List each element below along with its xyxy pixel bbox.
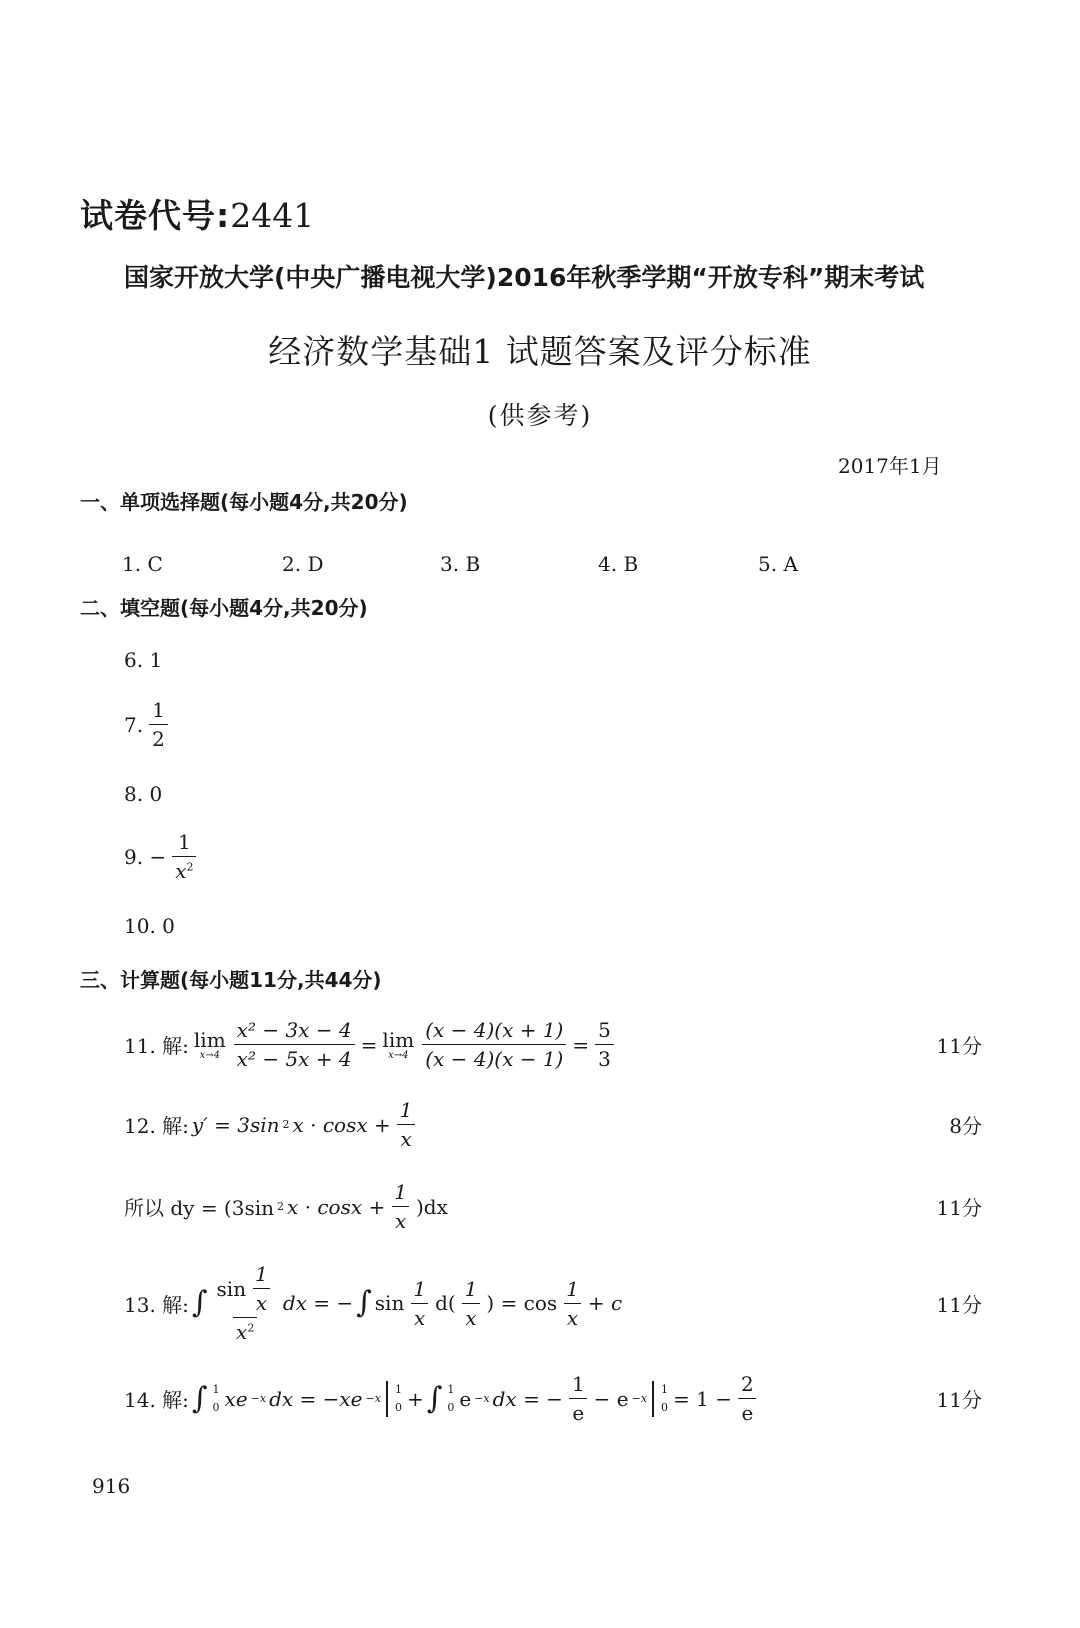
exponent: −x — [365, 1392, 381, 1405]
answer-12b-exponent: 2 — [277, 1200, 284, 1213]
answer-12 — [124, 1098, 982, 1151]
integral-sign: ∫ — [356, 1285, 372, 1320]
answer-13-integrand — [214, 1262, 277, 1344]
integral-sign: ∫ — [191, 1380, 208, 1416]
answer-13-fraction-1 — [410, 1277, 429, 1330]
fraction-denominator: e — [738, 1398, 756, 1425]
answer-9-label: 9. − — [124, 844, 167, 869]
integral-sign: ∫ — [191, 1285, 208, 1320]
integrand-denominator: x — [236, 1320, 248, 1344]
limit-subscript: x→4 — [199, 1050, 220, 1061]
exponent: −x — [631, 1392, 648, 1405]
answer-14-label: 14. 解: — [124, 1388, 189, 1412]
answer-2: 2. D — [282, 552, 324, 576]
fraction-numerator: 1 — [464, 1276, 478, 1301]
lower-limit: 0 — [212, 1400, 220, 1414]
fraction-denominator: x — [392, 1206, 409, 1233]
upper-limit: 1 — [447, 1382, 455, 1396]
answer-14-term-3: e — [459, 1386, 472, 1411]
answer-13 — [124, 1262, 982, 1344]
integrand-exponent: 2 — [247, 1321, 255, 1335]
fraction-denominator: x — [564, 1303, 581, 1330]
fraction-denominator: x — [462, 1303, 479, 1330]
answer-14-fraction-2 — [738, 1372, 757, 1425]
answer-11-fraction-2 — [422, 1018, 566, 1071]
answer-13-fraction-2 — [462, 1277, 481, 1330]
answer-12b-text-3: )dx — [416, 1194, 448, 1219]
answer-12-differential — [124, 1180, 982, 1233]
answer-11 — [124, 1018, 982, 1071]
answer-12-fraction — [397, 1098, 416, 1151]
integral-limits — [447, 1381, 454, 1416]
answer-8 — [124, 782, 982, 806]
fraction-denominator: 3 — [595, 1044, 614, 1071]
answer-12b-text-1: 所以 dy = (3sin — [124, 1196, 274, 1220]
answer-9-denominator: x — [175, 859, 187, 883]
answer-11-result — [595, 1018, 614, 1071]
answer-6-text: 6. 1 — [124, 648, 163, 672]
answer-6 — [124, 648, 982, 672]
fraction-numerator: x² − 3x − 4 — [236, 1018, 352, 1042]
integral-sign: ∫ — [426, 1380, 443, 1416]
equals-sign: = — [572, 1032, 590, 1057]
answer-9-numerator: 1 — [177, 830, 191, 854]
fraction-denominator: e — [569, 1398, 587, 1425]
answer-12b-text-2: x · cosx + — [287, 1194, 386, 1219]
fraction-numerator: 1 — [571, 1372, 585, 1396]
answer-7-numerator: 1 — [152, 698, 165, 722]
section-calculation: 三、计算题(每小题11分,共44分) — [80, 968, 382, 992]
section-single-choice: 一、单项选择题(每小题4分,共20分) — [80, 490, 408, 514]
answer-12-lhs: y′ = 3sin — [191, 1112, 280, 1137]
answer-4: 4. B — [598, 552, 639, 576]
answer-3: 3. B — [440, 552, 481, 576]
answer-5: 5. A — [758, 552, 798, 576]
limit-operator — [194, 1028, 226, 1061]
answer-13-label: 13. 解: — [124, 1292, 189, 1317]
exponent: −x — [474, 1392, 490, 1405]
equals-sign: = — [360, 1032, 378, 1057]
limit-text: lim — [193, 1028, 226, 1052]
paper-code-number: 2441 — [230, 196, 315, 235]
answer-11-fraction-1 — [234, 1018, 355, 1071]
limit-subscript: x→4 — [388, 1050, 409, 1061]
fraction-numerator: 2 — [741, 1372, 754, 1396]
document-title: 经济数学基础1 试题答案及评分标准 — [268, 332, 812, 371]
answer-13-dx: dx = − — [282, 1291, 354, 1315]
answer-11-score: 11分 — [936, 1034, 982, 1058]
plus-sign: + — [406, 1386, 424, 1411]
evaluation-bar — [386, 1381, 388, 1417]
upper-limit: 1 — [212, 1382, 220, 1396]
reference-note: (供参考) — [487, 401, 593, 430]
differential-d: d( — [435, 1291, 456, 1315]
evaluation-limits — [661, 1381, 668, 1416]
answer-13-score: 11分 — [936, 1292, 982, 1317]
fraction-numerator: 1 — [413, 1276, 427, 1301]
answer-12-exponent: 2 — [282, 1118, 290, 1131]
answer-14-term-1: xe — [224, 1386, 248, 1411]
answer-10-text: 10. 0 — [124, 914, 175, 938]
fraction-denominator: x — [397, 1124, 414, 1151]
fraction-numerator: 1 — [566, 1276, 579, 1301]
answer-12b-score: 11分 — [936, 1196, 982, 1220]
limit-text: lim — [382, 1028, 415, 1052]
sin-text: sin — [216, 1276, 247, 1301]
fraction-denominator: x² − 5x + 4 — [234, 1044, 355, 1071]
answer-12-label: 12. 解: — [124, 1114, 189, 1138]
answer-12b-fraction — [391, 1180, 410, 1233]
fraction-numerator: 1 — [394, 1180, 407, 1204]
answer-13-middle: ) = cos — [486, 1291, 558, 1315]
answer-7 — [124, 698, 982, 751]
fraction-numerator: 1 — [255, 1262, 268, 1286]
section-fill-blank: 二、填空题(每小题4分,共20分) — [80, 596, 368, 620]
upper-limit: 1 — [394, 1382, 402, 1396]
answer-13-fraction-3 — [563, 1277, 582, 1330]
answer-10 — [124, 914, 982, 938]
answer-9 — [124, 830, 982, 883]
answer-7-label: 7. — [124, 712, 144, 737]
integral-limits — [213, 1381, 220, 1416]
answer-9-exponent: 2 — [186, 860, 194, 874]
evaluation-bar — [652, 1381, 654, 1417]
paper-code-label: 试卷代号: — [80, 196, 231, 235]
answer-11-label: 11. 解: — [124, 1034, 189, 1058]
answer-12-score: 8分 — [949, 1114, 982, 1138]
answer-7-denominator: 2 — [149, 724, 168, 751]
answer-7-fraction — [149, 698, 168, 751]
answer-1: 1. C — [122, 552, 163, 576]
answer-9-fraction — [172, 830, 196, 883]
fraction-numerator: 5 — [598, 1018, 611, 1042]
answer-14-term-5: − e — [593, 1386, 629, 1411]
answer-14-fraction-1 — [569, 1372, 588, 1425]
lower-limit: 0 — [447, 1400, 455, 1414]
paper-code — [80, 190, 314, 237]
fraction-denominator: x — [253, 1288, 270, 1315]
lower-limit: 0 — [394, 1400, 402, 1414]
answer-12-middle: x · cosx + — [292, 1112, 391, 1137]
exam-title: 国家开放大学(中央广播电视大学)2016年秋季学期“开放专科”期末考试 — [124, 263, 925, 292]
upper-limit: 1 — [661, 1382, 669, 1396]
document-date: 2017年1月 — [838, 454, 942, 478]
fraction-numerator: 1 — [399, 1098, 413, 1122]
page-number: 916 — [92, 1474, 131, 1498]
fraction-numerator: (x − 4)(x + 1) — [425, 1018, 564, 1042]
answer-14 — [124, 1372, 982, 1425]
fraction-denominator: x — [411, 1303, 428, 1330]
sin-text: sin — [374, 1291, 405, 1315]
limit-operator — [382, 1028, 414, 1061]
exponent: −x — [250, 1392, 267, 1405]
answer-13-constant: + c — [587, 1291, 623, 1315]
inner-fraction — [252, 1262, 271, 1315]
answer-14-score: 11分 — [936, 1388, 982, 1412]
answer-14-term-4: dx = − — [492, 1386, 563, 1411]
fraction-denominator: (x − 4)(x − 1) — [422, 1044, 566, 1071]
answer-8-text: 8. 0 — [124, 782, 163, 806]
evaluation-limits — [395, 1381, 402, 1416]
answer-14-term-2: dx = −xe — [269, 1386, 363, 1411]
lower-limit: 0 — [661, 1400, 669, 1414]
answer-14-term-6: = 1 − — [673, 1386, 733, 1411]
